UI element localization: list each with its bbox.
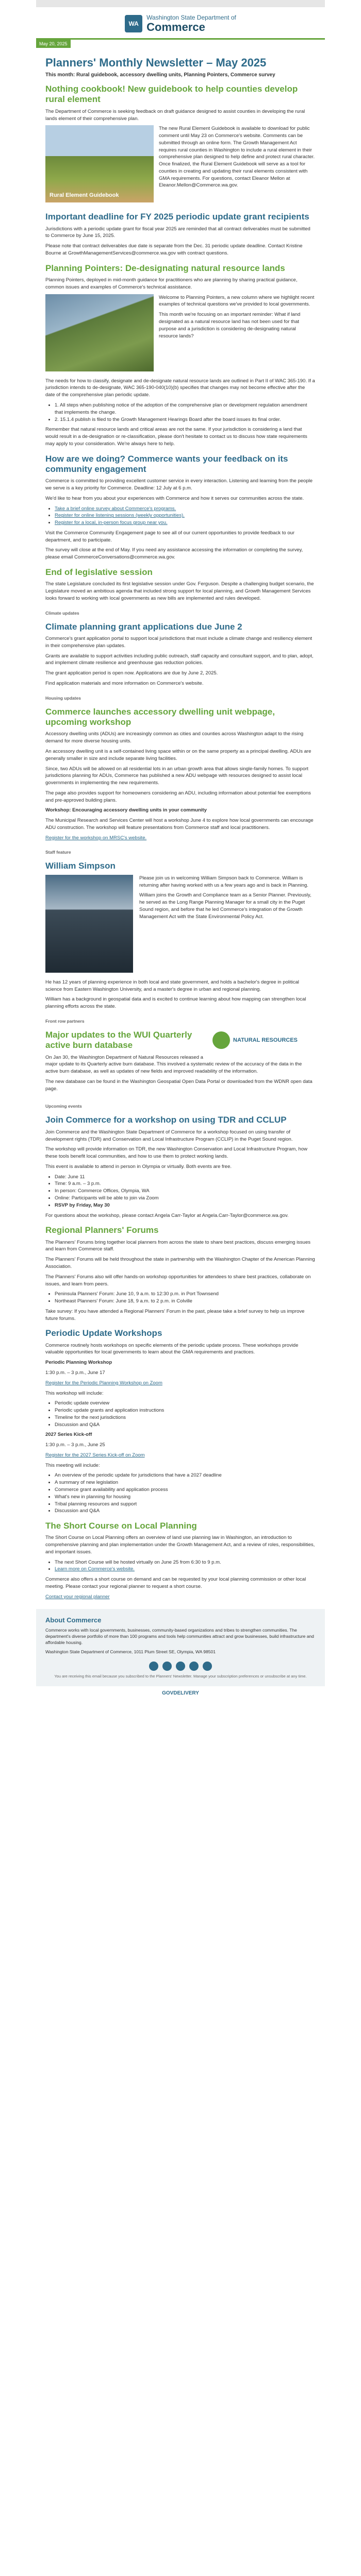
list-item: • 1. All steps when publishing notice of the adoption of the comprehensive plan or development regulation amendment that implements the change.: [55, 402, 316, 416]
shortcourse-p1: The Short Course on Local Planning offers an overview of land use planning law in Washington, an introduction to comprehensive planning and plan implementation under the Growth Management Act, and a review of roles, responsibilities, and important issues.: [45, 1535, 315, 1555]
list-item: • Date: June 11: [55, 1174, 316, 1181]
pw-register-2[interactable]: Register for the 2027 Series Kick-off on Zoom: [45, 1452, 145, 1458]
guidebook-cover: [45, 125, 154, 202]
list-item: • Timeline for the next jurisdictions: [55, 1414, 316, 1421]
commerce-logo[interactable]: [125, 14, 236, 33]
date-band: [36, 38, 325, 48]
list-item: • Commerce grant availability and application process: [55, 1486, 316, 1494]
list-item: • Discussion and Q&A: [55, 1421, 316, 1429]
newsletter-subtitle: This month: Rural guidebook, accessory dwelling units, Planning Pointers, Commerce survey: [45, 72, 275, 78]
list-item: • A summary of new legislation: [55, 1479, 316, 1486]
list-item: • The next Short Course will be hosted virtually on June 25 from 6:30 to 9 p.m.: [55, 1559, 316, 1566]
shortcourse-learn-more-link[interactable]: Learn more on Commerce's website.: [55, 1566, 135, 1572]
pw-p1: Commerce routinely hosts workshops on specific elements of the periodic update process. These workshops provide valuable opportunities for local governments to learn about the GMA requirements and practices.: [45, 1342, 299, 1355]
pw-sub2: 2027 Series Kick-off: [45, 1432, 92, 1438]
workshop-heading: Join Commerce for a workshop on using TDR and CCLUP: [45, 1115, 287, 1125]
periodic-p2: Please note that contract deliverables due date is separate from the Dec. 31 periodic update deadline. Contact Kristine Bourne at GrowthManagementServices@commerce.wa.gov with contract questions.: [45, 243, 303, 256]
staff-p1: Please join us in welcoming William Simpson back to Commerce. William is returning after having worked with us a few years ago and is back in Planning.: [139, 875, 308, 888]
workshop-p2: The workshop will provide information on TDR, the new Washington Conservation and Local Infrastructure Program, how these tools benefit local communities, and how to use them to protect working lands.: [45, 1146, 307, 1160]
climate-tag: Climate updates: [45, 610, 79, 616]
dnr-p2: The new database can be found in the Washington Geospatial Open Data Portal or downloaded from the WDNR open data page.: [45, 1078, 313, 1092]
survey-p4: The survey will close at the end of May. If you need any assistance accessing the information or completing the survey, please email CommerceConversations@commerce.wa.gov.: [45, 547, 303, 561]
facebook-icon[interactable]: [149, 1662, 158, 1671]
social-links: [45, 1662, 316, 1671]
list-item[interactable]: [55, 512, 316, 519]
legislative-p1: The state Legislature concluded its first legislative session under Gov. Ferguson. Despite a challenging budget scenario, the Legislature moved an ambitious agenda that included strong support for local planning, and Growth Management Services looks forward to working with local governments as new bills are implemented and rules developed.: [45, 581, 314, 601]
staff-p2: William joins the Growth and Compliance team as a Senior Planner. Previously, he served as the Long Range Planning Manager for a small city in the Puget Sound region, and before that he led Commerce's integration of the Growth Management Act with the State Environmental Policy Act.: [139, 892, 311, 920]
workshop-list: [55, 1174, 316, 1209]
survey-link[interactable]: Take a brief online survey about Commerce's programs.: [55, 505, 176, 512]
contact-regional-planner-link[interactable]: Contact your regional planner: [45, 1594, 110, 1600]
pw-sub1: Periodic Planning Workshop: [45, 1360, 112, 1366]
pw-p3: This meeting will include:: [45, 1462, 100, 1468]
farmland-photo: [45, 294, 154, 371]
staff-p4: William has a background in geospatial data and is excited to continue learning about how mapping can strengthen local planning efforts across the state.: [45, 996, 306, 1010]
survey-p2: We'd like to hear from you about your experiences with Commerce and how it serves our communities across the state.: [45, 495, 304, 501]
pointers-p5: Remember that natural resource lands and critical areas are not the same. If your jurisdiction is considering a land that would result in a de-designation or re-classification, please don't hesitate to contact us to discuss how state requirements may apply to your consideration. We're always here to help.: [45, 427, 307, 447]
survey-list: [55, 505, 316, 527]
list-item[interactable]: [55, 519, 316, 527]
forums-heading: Regional Planners' Forums: [45, 1225, 159, 1235]
pointers-list: [55, 402, 316, 423]
list-item: • Tribal planning resources and support: [55, 1501, 316, 1508]
pointers-heading: Planning Pointers: De-designating natural resource lands: [45, 263, 285, 273]
list-item: • 2. 15.1.4 publish is filed to the Growth Management Hearings Board after the board issues its final order.: [55, 416, 316, 423]
periodic-p1: Jurisdictions with a periodic update grant for fiscal year 2025 are reminded that all contract deliverables must be submitted to Commerce by June 15, 2025.: [45, 226, 310, 239]
list-item: • In person: Commerce Offices, Olympia, WA: [55, 1188, 316, 1195]
shortcourse-p2: Commerce also offers a short course on demand and can be requested by your local planning commission or other local meeting. Please contact your regional planner to request a short course.: [45, 1577, 306, 1590]
guidebook-image[interactable]: [45, 125, 154, 202]
list-item[interactable]: [55, 505, 316, 513]
content: [36, 48, 325, 1601]
survey-p3: Visit the Commerce Community Engagement page to see all of our current opportunities to provide feedback to our department, and to participate.: [45, 530, 295, 543]
list-item: • Peninsula Planners' Forum: June 10, 9 a.m. to 12:30 p.m. in Port Townsend: [55, 1291, 316, 1298]
events-tag: Upcoming events: [45, 1104, 82, 1109]
list-item[interactable]: [55, 1566, 316, 1573]
pw-sub1-when: 1:30 p.m. – 3 p.m., June 17: [45, 1370, 105, 1376]
list-item: • Online: Participants will be able to join via Zoom: [55, 1195, 316, 1202]
partners-tag: Front row partners: [45, 1018, 85, 1024]
adu-workshop-title: Workshop: Encouraging accessory dwelling units in your community: [45, 807, 207, 814]
footer-p1: Commerce works with local governments, businesses, community-based organizations and tribes to strengthen communities. The department's diverse portfolio of more than 100 programs and tools help communities attract and grow businesses, build infrastructure and affordable housing.: [45, 1627, 314, 1646]
staff-portrait: [45, 875, 133, 973]
workshop-p3: This event is available to attend in person in Olympia or virtually. Both events are free.: [45, 1163, 232, 1170]
pointers-p3: This month we're focusing on an important reminder: What if land designated as a natural resource land has not been used for that purpose and a jurisdiction is considering de-designating natural resource lands?: [159, 312, 301, 339]
periodic-heading: Important deadline for FY 2025 periodic update grant recipients: [45, 212, 309, 222]
pointers-p1: Planning Pointers, deployed in mid-month guidance for practitioners who are planning by sharing practical guidance, common issues and examples of Commerce's technical assistance.: [45, 277, 298, 290]
workshop-p4: For questions about the workshop, please contact Angela Carr-Taylor at Angela.Carr-Taylor@commerce.wa.gov.: [45, 1212, 289, 1218]
guidebook-cover-label: Rural Element Guidebook: [50, 192, 119, 199]
dnr-heading: Major updates to the WUI Quarterly active burn database: [45, 1029, 192, 1050]
list-item: • Time: 9 a.m. – 3 p.m.: [55, 1180, 316, 1188]
pw-sub2-when: 1:30 p.m. – 3 p.m., June 25: [45, 1442, 105, 1448]
logo-text: [146, 14, 236, 33]
survey-p1: Commerce is committed to providing excellent customer service in every interaction. Listening and learning from the people we serve is a key priority for Commerce. Deadline: 12 July at 6 p.m.: [45, 478, 313, 492]
pointers-image: [45, 294, 154, 371]
listening-link[interactable]: Register for online listening sessions (weekly opportunities).: [55, 513, 185, 519]
dnr-logo: [212, 1025, 316, 1056]
header: [36, 7, 325, 38]
pointers-p2: Welcome to Planning Pointers, a new column where we highlight recent examples of technical questions we've provided to local governments.: [159, 294, 315, 308]
forums-p2: The Planners' Forums will be held throughout the state in partnership with the Washington Chapter of the American Planning Association.: [45, 1257, 315, 1269]
logo-state: Washington State Department of: [146, 14, 236, 21]
dnr-logo-text: NATURAL RESOURCES: [233, 1037, 298, 1043]
pw-list-2: [55, 1472, 316, 1515]
govdelivery-logo[interactable]: GOVDELIVERY: [162, 1690, 199, 1697]
guidebook-p2: The new Rural Element Guidebook is available to download for public comment until May 23 on Commerce's website. Comments can be submitted through an online form. The Growth Management Act requires rural counties in Washington to include a rural element in their comprehensive plan designed to help define and protect rural character. Once finalized, the Rural Element Guidebook will serve as a tool for counties in creating and updating their rural elements consistent with GMA requirements. For questions, contact Eleanor Mellon at Eleanor.Mellon@Commerce.wa.gov.: [159, 126, 315, 189]
guidebook-heading: Nothing cookbook! New guidebook to help counties develop rural element: [45, 83, 298, 105]
climate-p3: The grant application period is open now. Applications are due by June 2, 2025.: [45, 670, 218, 676]
linkedin-icon[interactable]: [176, 1662, 185, 1671]
footer-fine-print: You are receiving this email because you subscribed to the Planners' Newsletter. Manage your subscription preferences or unsubscribe at any time.: [54, 1673, 307, 1679]
survey-heading: How are we doing? Commerce wants your feedback on its community engagement: [45, 453, 288, 474]
newsletter-title: Planners' Monthly Newsletter – May 2025: [45, 56, 267, 69]
adu-p2: An accessory dwelling unit is a self-contained living space within or on the same property as a principal dwelling. ADUs are generally smaller in size and include separate living facilities.: [45, 748, 311, 761]
adu-heading: Commerce launches accessory dwelling unit webpage, upcoming workshop: [45, 706, 275, 727]
youtube-icon[interactable]: [189, 1662, 199, 1671]
climate-heading: Climate planning grant applications due June 2: [45, 621, 242, 632]
guidebook-p1: The Department of Commerce is seeking feedback on draft guidance designed to assist counties in developing the rural lands element of their comprehensive plan.: [45, 108, 305, 122]
dnr-p1: On Jan 30, the Washington Department of Natural Resources released a major update to its Quarterly active burn database. This involved a systematic review of the accuracy of the data in the active burn database, as well as updates of new fields and improved readability of the information.: [45, 1054, 302, 1075]
forums-list: [55, 1291, 316, 1305]
workshop-p1: Join Commerce and the Washington State Department of Commerce for a workshop focused on using transfer of development rights (TDR) and Conservation and Local Infrastructure Program (CCLIP) in the Puget Sound region.: [45, 1129, 293, 1142]
housing-tag: Housing updates: [45, 695, 81, 701]
adu-p6: The Municipal Research and Services Center will host a workshop June 4 to explore how local governments can encourage ADU construction. The workshop will feature presentations from Commerce staff and local practitioners.: [45, 818, 314, 831]
email-body: [36, 0, 325, 1696]
staff-heading: William Simpson: [45, 861, 116, 871]
list-item: • What's new in planning for housing: [55, 1494, 316, 1501]
pointers-p4: The needs for how to classify, designate and de-designate natural resource lands are outlined in Part II of WAC 365-190. If a jurisdiction intends to de-designate, WAC 365-190-040(10)(b) specifies that changes may not become effective after the date of the comprehensive plan periodic update.: [45, 378, 315, 398]
pw-register-1[interactable]: Register for the Periodic Planning Workshop on Zoom: [45, 1380, 162, 1386]
climate-p4: Find application materials and more information on Commerce's website.: [45, 680, 204, 686]
list-item: • An overview of the periodic update for jurisdictions that have a 2027 deadline: [55, 1472, 316, 1479]
adu-p4: The page also provides support for homeowners considering an ADU, including information about potential fee exemptions and pre-approved building plans.: [45, 790, 311, 803]
pw-heading: Periodic Update Workshops: [45, 1328, 162, 1338]
shortcourse-list: [55, 1559, 316, 1573]
staff-tag: Staff feature: [45, 850, 71, 855]
dnr-logo-icon: [212, 1031, 230, 1049]
logo-agency: Commerce: [146, 20, 205, 33]
list-item: • Discussion and Q&A: [55, 1507, 316, 1515]
footer-address: Washington State Department of Commerce, 1011 Plum Street SE, Olympia, WA 98501: [45, 1649, 216, 1655]
list-item: • Periodic update overview: [55, 1400, 316, 1407]
climate-p2: Grants are available to support activities including public outreach, staff capacity and consultant support, and to plan, adopt, and implement climate resilience and greenhouse gas reduction policies.: [45, 653, 314, 666]
top-bar: [36, 0, 325, 7]
footer: [36, 1609, 325, 1687]
forums-p1: The Planners' Forums bring together local planners from across the state to share best practices, discuss emerging issues and learn from Commerce staff.: [45, 1239, 310, 1252]
pw-p2: This workshop will include:: [45, 1390, 104, 1396]
climate-p1: Commerce's grant application portal to support local jurisdictions that must include a climate change and resiliency element in their comprehensive plan updates.: [45, 636, 313, 649]
list-item: • Northeast Planners' Forum: June 18, 9 a.m. to 2 p.m. in Colville: [55, 1298, 316, 1305]
footer-heading: About Commerce: [45, 1616, 102, 1624]
shortcourse-heading: The Short Course on Local Planning: [45, 1521, 197, 1531]
instagram-icon[interactable]: [203, 1662, 212, 1671]
adu-register-link[interactable]: Register for the workshop on MRSC's website.: [45, 835, 147, 841]
adu-p1: Accessory dwelling units (ADUs) are increasingly common as cities and counties across Washington adapt to the rising demand for more diverse housing units.: [45, 731, 304, 744]
list-item: • RSVP by Friday, May 30: [55, 1202, 316, 1209]
issue-date: May 20, 2025: [36, 40, 71, 48]
forums-p3: The Planners' Forums also will offer hands-on workshop opportunities for attendees to share best practices, collaborate on issues, and learn from peers.: [45, 1274, 311, 1287]
pw-list-1: [55, 1400, 316, 1428]
forums-p4: Take survey: If you have attended a Regional Planners' Forum in the past, please take a brief survey to help us improve future forums.: [45, 1308, 305, 1321]
list-item: • Periodic update grants and application instructions: [55, 1407, 316, 1414]
focus-group-link[interactable]: Register for a local, in-person focus group near you.: [55, 520, 168, 526]
state-seal-icon: WA: [125, 15, 142, 32]
twitter-icon[interactable]: [162, 1662, 172, 1671]
legislative-heading: End of legislative session: [45, 567, 153, 577]
adu-p3: Since, two ADUs will be allowed on all residential lots in an urban growth area that allows single-family homes. To support jurisdictions planning for ADUs, Commerce has published a new ADU webpage with resources designed to assist local governments in implementing the new requirements.: [45, 766, 308, 786]
staff-p3: He has 12 years of planning experience in both local and state government, and holds a bachelor's degree in political science from Eastern Washington University, and a master's degree in urban and regional planning.: [45, 979, 299, 992]
